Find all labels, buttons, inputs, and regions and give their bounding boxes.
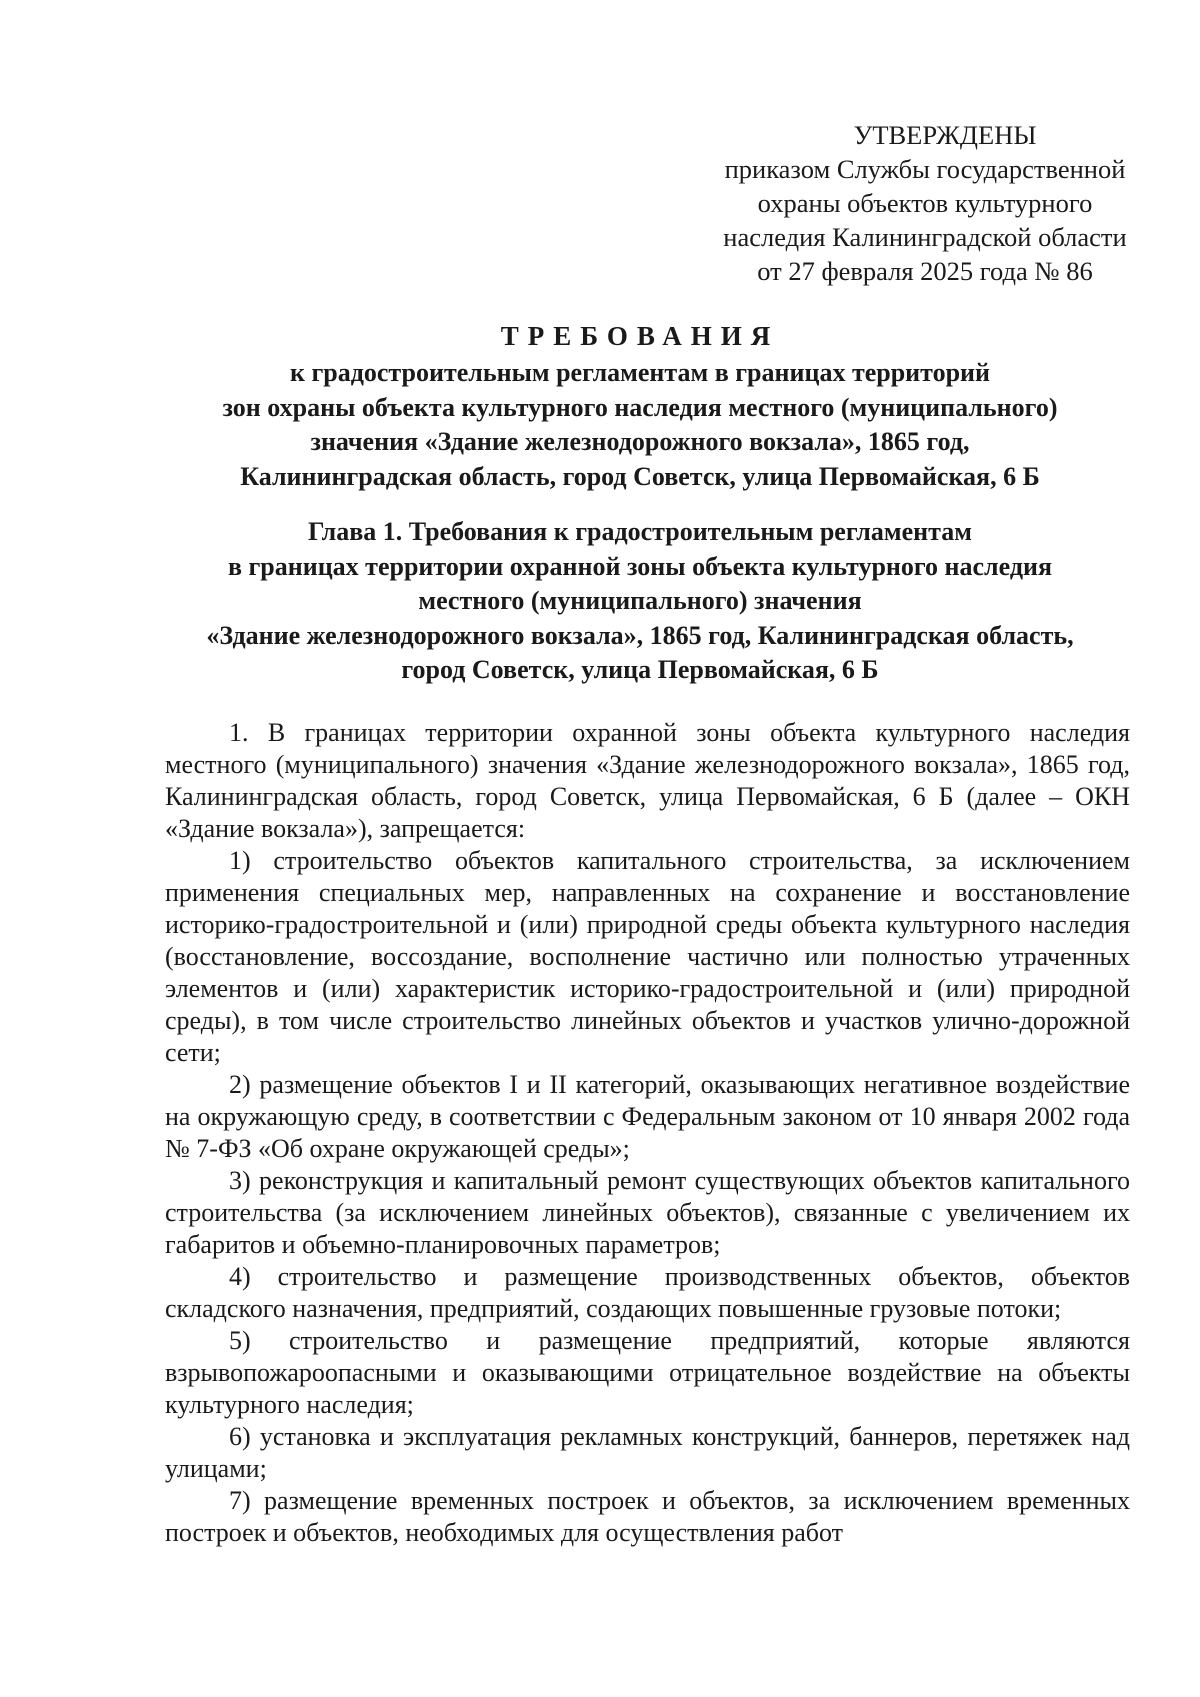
title-line: Калининградская область, город Советск, улица Первомайская, 6 Б — [240, 461, 1040, 491]
approval-line: охраны объектов культурного — [757, 188, 1093, 218]
title-word: ТРЕБОВАНИЯ — [500, 321, 780, 351]
chapter-heading — [150, 515, 1130, 688]
paragraph-1: 1. В границах территории охранной зоны объекта культурного наследия местного (муниципального) значения «Здание железнодорожного вокзала», 1865 год, Калининградская область, город Советск, улица Первомайская, 6 Б (далее – ОКН «Здание вокзала»), запрещается: — [165, 718, 1130, 843]
list-item-3: 3) реконструкция и капитальный ремонт существующих объектов капитального строительства (за исключением линейных объектов), связанные с увеличением их габаритов и объемно-планировочных параметров; — [165, 1166, 1130, 1259]
list-item-1: 1) строительство объектов капитального строительства, за исключением применения специальных мер, направленных на сохранение и восстановление историко-градостроительной и (или) природной среды объекта культурного наследия (восстановление, воссоздание, восполнение частично или полностью утраченных элементов и (или) характеристик историко-градостроительной и (или) природной среды), в том числе строительство линейных объектов и участков улично-дорожной сети; — [165, 846, 1130, 1067]
chapter-line: местного (муниципального) значения — [418, 586, 862, 615]
document-title — [160, 318, 1120, 494]
title-line: зон охраны объекта культурного наследия местного (муниципального) — [222, 392, 1058, 422]
list-item-5: 5) строительство и размещение предприятий, которые являются взрывопожароопасными и оказывающими отрицательное воздействие на объекты культурного наследия; — [165, 1326, 1130, 1419]
chapter-line: город Советск, улица Первомайская, 6 Б — [401, 655, 879, 684]
approval-heading: УТВЕРЖДЕНЫ — [853, 120, 1037, 150]
list-item-2: 2) размещение объектов I и II категорий, оказывающих негативное воздействие на окружающую среду, в соответствии с Федеральным законом от 10 января 2002 года № 7-ФЗ «Об охране окружающей среды»; — [165, 1070, 1130, 1163]
title-line: значения «Здание железнодорожного вокзала», 1865 год, — [310, 427, 970, 456]
approval-line: наследия Калининградской области — [723, 222, 1127, 252]
chapter-line: в границах территории охранной зоны объекта культурного наследия — [227, 551, 1053, 581]
list-item-4: 4) строительство и размещение производственных объектов, объектов складского назначения, предприятий, создающих повышенные грузовые потоки; — [165, 1262, 1130, 1323]
chapter-line: «Здание железнодорожного вокзала», 1865 год, Калининградская область, — [206, 620, 1074, 650]
chapter-line: Глава 1. Требования к градостроительным регламентам — [308, 517, 972, 546]
list-item-7: 7) размещение временных построек и объектов, за исключением временных построек и объектов, необходимых для осуществления работ — [165, 1486, 1130, 1547]
approval-line: от 27 февраля 2025 года № 86 — [757, 256, 1093, 286]
body-text — [165, 717, 1130, 1549]
approval-line: приказом Службы государственной — [724, 154, 1126, 184]
approval-stamp — [690, 118, 1160, 288]
list-item-6: 6) установка и эксплуатация рекламных конструкций, баннеров, перетяжек над улицами; — [165, 1422, 1130, 1483]
title-line: к градостроительным регламентам в границах территорий — [289, 358, 991, 387]
